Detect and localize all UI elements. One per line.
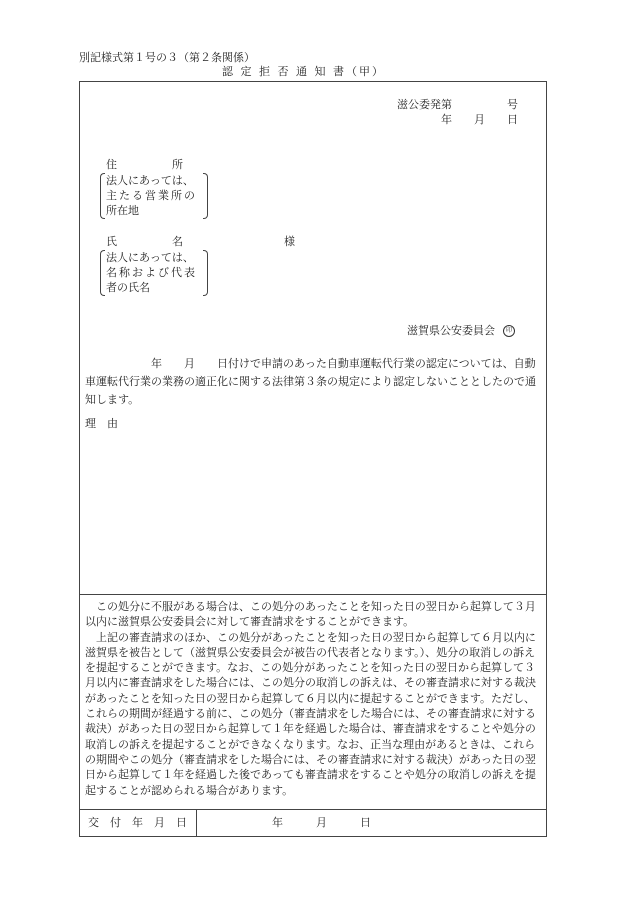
address-bracket-right [203,173,208,219]
reason-label: 理 由 [85,417,118,430]
name-bracket-left [100,250,105,296]
address-note-line: 主たる営業所の [106,189,197,202]
address-note-line: 法人にあっては、 [106,174,194,187]
notification-body: 年 月 日付けで申請のあった自動車運転代行業の認定については、自動車運転代行業の業務の適正化に関する法律第３条の規定により認定しないこととしたので通知します。 [85,357,536,406]
document-title: 認 定 拒 否 通 知 書（甲） [222,65,385,78]
appeal-notice-paragraph: この処分に不服がある場合は、この処分のあったことを知った日の翌日から起算して３月以内に滋賀県公安委員会に対して審査請求をすることができます。 [85,600,536,629]
delivery-divider [79,809,547,810]
seal-mark: 印 [503,325,515,337]
issue-number: 滋公委発第 号 [397,98,518,111]
name-honorific: 様 [284,235,295,248]
name-note-line: 者の氏名 [106,281,150,294]
address-bracket-left [100,173,105,219]
address-note-line: 所在地 [106,204,139,217]
form-label: 別記様式第１号の３（第２条関係） [79,51,255,64]
name-note-line: 名称および代表 [106,266,197,279]
name-heading: 氏 名 [106,235,183,248]
delivery-column-divider [196,809,197,837]
issuer-name: 滋賀県公安委員会 [407,324,495,337]
delivery-date-label: 交 付 年 月 日 [88,816,187,829]
appeal-notice [85,599,540,798]
name-bracket-right [203,250,208,296]
delivery-date-value: 年 月 日 [272,816,371,829]
address-heading: 住 所 [106,158,183,171]
issue-date: 年 月 日 [441,113,518,126]
appeal-notice-paragraph: 上記の審査請求のほか、この処分があったことを知った日の翌日から起算して６月以内に滋賀県を被告として（滋賀県公安委員会が被告の代表者となります。）、処分の取消しの訴えを提起することができます。なお、この処分があったことを知った日の翌日から起算して３月以内に審査請求をした場合には、この処分の取消しの訴えは、その審査請求に対する裁決があったことを知った日の翌日から起算して６月以内に提起することができます。ただし、これらの期間が経過する前に、この処分（審査請求をした場合には、その審査請求に対する裁決）があった日の翌日から起算して１年を経過した場合は、審査請求をすることや処分の取消しの訴えを提起することができなくなります。なお、正当な理由があるときは、これらの期間やこの処分（審査請求をした場合には、その審査請求に対する裁決）があった日の翌日から起算して１年を経過した後であっても審査請求をすることや処分の取消しの訴えを提起することが認められる場合があります。 [85,630,536,797]
issuer-line [407,325,515,337]
notice-divider [79,594,547,595]
name-note-line: 法人にあっては、 [106,251,194,264]
